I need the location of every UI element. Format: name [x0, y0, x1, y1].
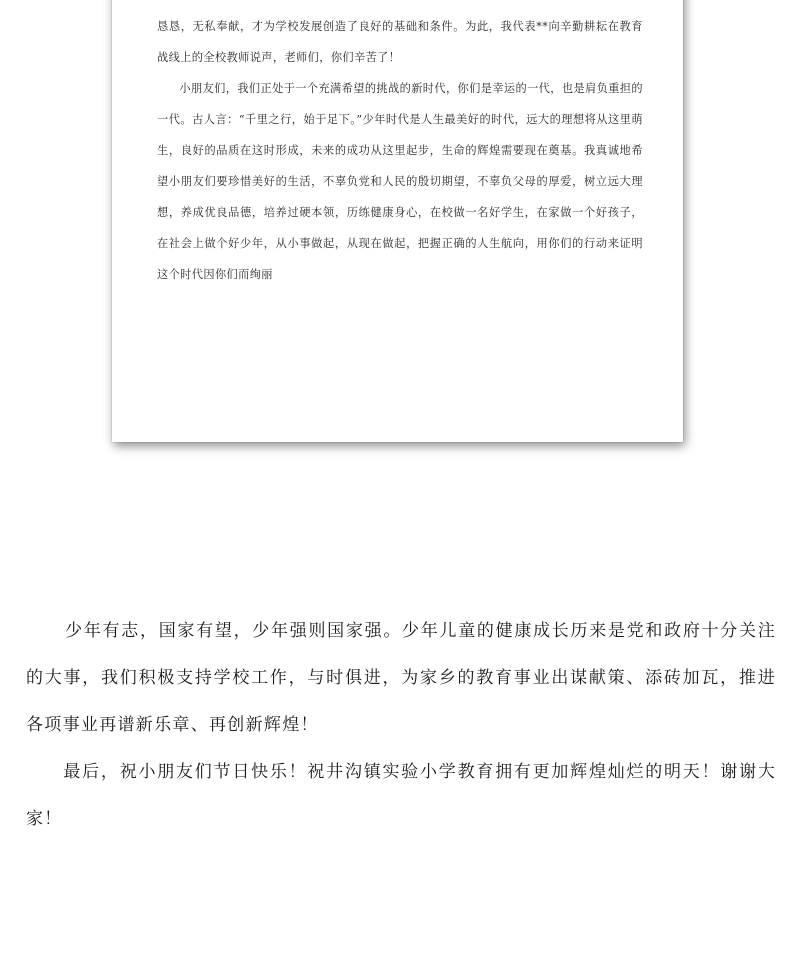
body-paragraph-1: 少年有志，国家有望，少年强则国家强。少年儿童的健康成长历来是党和政府十分关注的大事，我们积极支持学校工作，与时俱进，为家乡的教育事业出谋献策、添砖加瓦，推进各项事业再谱新乐章、再创新辉煌！: [26, 621, 776, 735]
page-paragraph-1: 恳恳，无私奉献，才为学校发展创造了良好的基础和条件。为此，我代表**向辛勤耕耘在教育战线上的全校教师说声，老师们，你们辛苦了！: [157, 20, 643, 64]
document-page-preview: [112, 0, 683, 442]
page-paragraph-2: 小朋友们，我们正处于一个充满希望的挑战的新时代，你们是幸运的一代，也是肩负重担的一代。古人言：“千里之行，始于足下。”少年时代是人生最美好的时代，远大的理想将从这里萌生，良好的品质在这时形成，未来的成功从这里起步，生命的辉煌需要现在奠基。我真诚地希望小朋友们要珍惜美好的生活，不辜负党和人民的殷切期望，不辜负父母的厚爱，树立远大理想，养成优良品德，培养过硬本领，历练健康身心，在校做一名好学生，在家做一个好孩子，在社会上做个好少年，从小事做起，从现在做起，把握正确的人生航向，用你们的行动来证明这个时代因你们而绚丽: [157, 82, 643, 281]
body-paragraph-2: 最后，祝小朋友们节日快乐！祝井沟镇实验小学教育拥有更加辉煌灿烂的明天！谢谢大家！: [26, 762, 776, 829]
speech-body: [26, 608, 776, 843]
